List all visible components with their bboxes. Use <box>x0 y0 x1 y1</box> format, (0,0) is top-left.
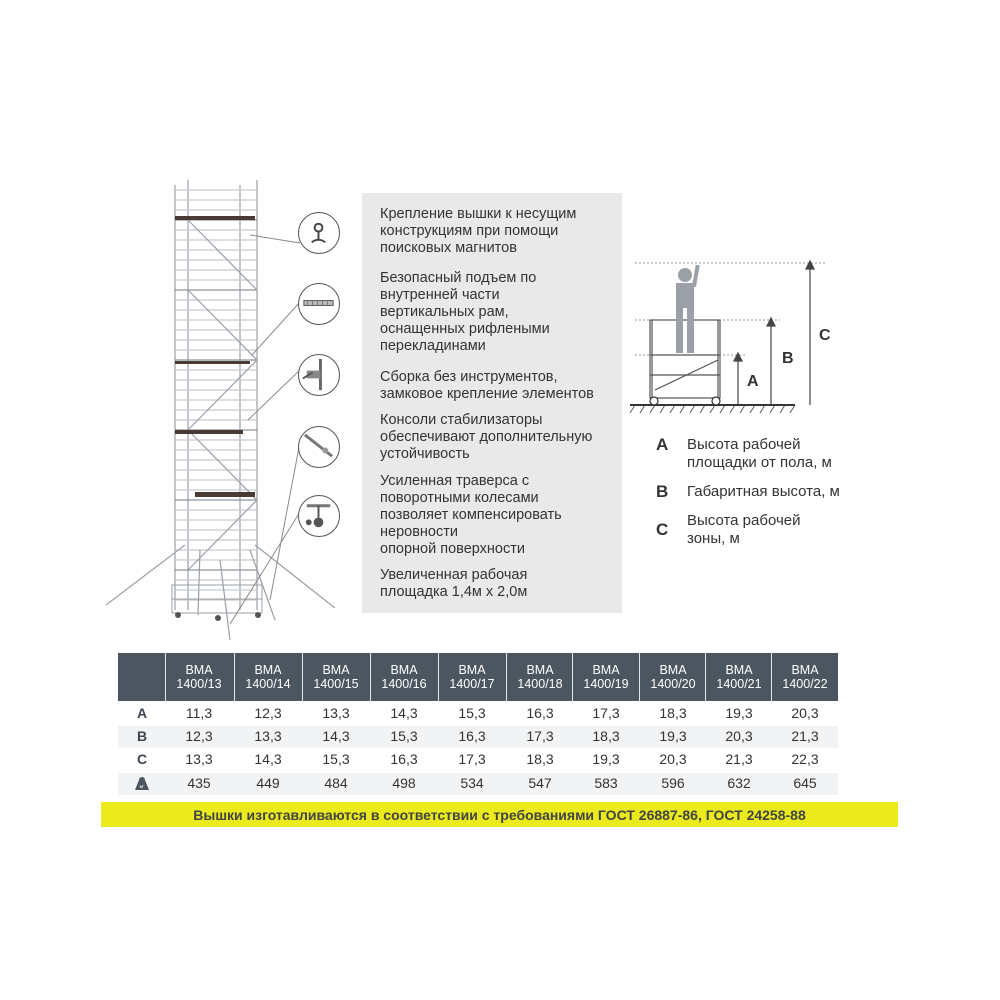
table-cell: 19,3 <box>592 751 620 767</box>
table-cell: 596 <box>661 775 685 791</box>
table-cell: 15,3 <box>322 751 350 767</box>
table-cell: 14,3 <box>254 751 282 767</box>
features-panel <box>362 193 622 613</box>
table-cell: 19,3 <box>725 705 753 721</box>
table-cell: 14,3 <box>390 705 418 721</box>
dim-label-c: C <box>819 327 831 344</box>
table-header-cell: ВМА 1400/14 <box>245 663 291 691</box>
height-dimension-diagram <box>630 255 850 415</box>
caster-wheel-icon <box>298 495 340 537</box>
table-cell: 14,3 <box>322 728 350 744</box>
table-cell: 18,3 <box>592 728 620 744</box>
table-header-separator <box>639 653 640 701</box>
table-cell: 645 <box>793 775 817 791</box>
table-cell: 13,3 <box>322 705 350 721</box>
table-cell: 17,3 <box>592 705 620 721</box>
feature-platform-text: Увеличенная рабочая площадка 1,4м х 2,0м <box>380 567 528 600</box>
table-header-separator <box>370 653 371 701</box>
table-cell: 22,3 <box>791 751 819 767</box>
table-cell: 16,3 <box>390 751 418 767</box>
table-cell: 484 <box>324 775 348 791</box>
dim-label-b: B <box>782 350 794 367</box>
legend-letter: B <box>656 482 669 501</box>
table-cell: 15,3 <box>390 728 418 744</box>
dim-label-a: A <box>747 373 759 390</box>
table-header-cell: ВМА 1400/20 <box>650 663 696 691</box>
feature-magnet-text: Крепление вышки к несущим конструкциям при помощи поисковых магнитов <box>380 206 577 256</box>
table-header-cell: ВМА 1400/19 <box>583 663 629 691</box>
table-header-cell: ВМА 1400/22 <box>782 663 828 691</box>
table-cell: 449 <box>256 775 280 791</box>
table-cell: 11,3 <box>185 705 213 721</box>
weight-kg-icon <box>118 775 166 791</box>
magnet-mount-icon <box>298 212 340 254</box>
gost-compliance-banner: Вышки изготавливаются в соответствии с требованиями ГОСТ 26887-86, ГОСТ 24258-88 <box>101 802 898 827</box>
table-cell: 17,3 <box>526 728 554 744</box>
table-cell: 547 <box>528 775 552 791</box>
table-header-separator <box>572 653 573 701</box>
table-header-separator <box>705 653 706 701</box>
table-header-cell: ВМА 1400/21 <box>716 663 762 691</box>
table-cell: 15,3 <box>458 705 486 721</box>
table-header-cell: ВМА 1400/15 <box>313 663 359 691</box>
table-cell: 17,3 <box>458 751 486 767</box>
clamp-connector-icon <box>298 354 340 396</box>
table-cell: 632 <box>727 775 751 791</box>
legend-text: Высота рабочей площадки от пола, м <box>687 436 832 471</box>
table-header-cell: ВМА 1400/17 <box>449 663 495 691</box>
feature-traverse-text: Усиленная траверса с поворотными колесами позволяет компенсировать неровности опорной поверхности <box>380 473 562 557</box>
legend-text: Высота рабочей зоны, м <box>687 512 801 547</box>
table-header-cell: ВМА 1400/13 <box>176 663 222 691</box>
table-header-separator <box>771 653 772 701</box>
table-cell: 18,3 <box>526 751 554 767</box>
table-header-separator <box>438 653 439 701</box>
table-cell: 534 <box>460 775 484 791</box>
table-header-cell: ВМА 1400/16 <box>381 663 427 691</box>
table-header-separator <box>506 653 507 701</box>
table-cell: 13,3 <box>185 751 213 767</box>
table-cell: 18,3 <box>659 705 687 721</box>
table-cell: 583 <box>594 775 618 791</box>
table-row-label: C <box>136 751 148 767</box>
legend-letter: C <box>656 520 669 539</box>
table-cell: 21,3 <box>791 728 819 744</box>
table-cell: 19,3 <box>659 728 687 744</box>
table-cell: 20,3 <box>659 751 687 767</box>
table-header-separator <box>234 653 235 701</box>
stabilizer-console-icon <box>298 426 340 468</box>
table-cell: 13,3 <box>254 728 282 744</box>
table-cell: 12,3 <box>254 705 282 721</box>
table-row-label: B <box>136 728 148 744</box>
table-cell: 21,3 <box>725 751 753 767</box>
table-header-cell: ВМА 1400/18 <box>517 663 563 691</box>
table-header-separator <box>302 653 303 701</box>
feature-stabilizer-text: Консоли стабилизаторы обеспечивают дополнительную устойчивость <box>380 412 593 462</box>
table-cell: 16,3 <box>526 705 554 721</box>
feature-assembly-text: Сборка без инструментов, замковое крепление элементов <box>380 369 594 402</box>
table-row-label: A <box>136 705 148 721</box>
legend-text: Габаритная высота, м <box>687 483 840 500</box>
table-cell: 20,3 <box>791 705 819 721</box>
table-header-separator <box>165 653 166 701</box>
weight-kg-label: КГ <box>139 784 145 789</box>
table-cell: 498 <box>392 775 416 791</box>
table-cell: 12,3 <box>185 728 213 744</box>
table-cell: 20,3 <box>725 728 753 744</box>
ladder-rung-icon <box>298 283 340 325</box>
table-cell: 435 <box>187 775 211 791</box>
table-cell: 16,3 <box>458 728 486 744</box>
feature-ladder-text: Безопасный подъем по внутренней части вертикальных рам, оснащенных рифлеными перекладинами <box>380 270 550 354</box>
legend-letter: A <box>656 435 669 454</box>
